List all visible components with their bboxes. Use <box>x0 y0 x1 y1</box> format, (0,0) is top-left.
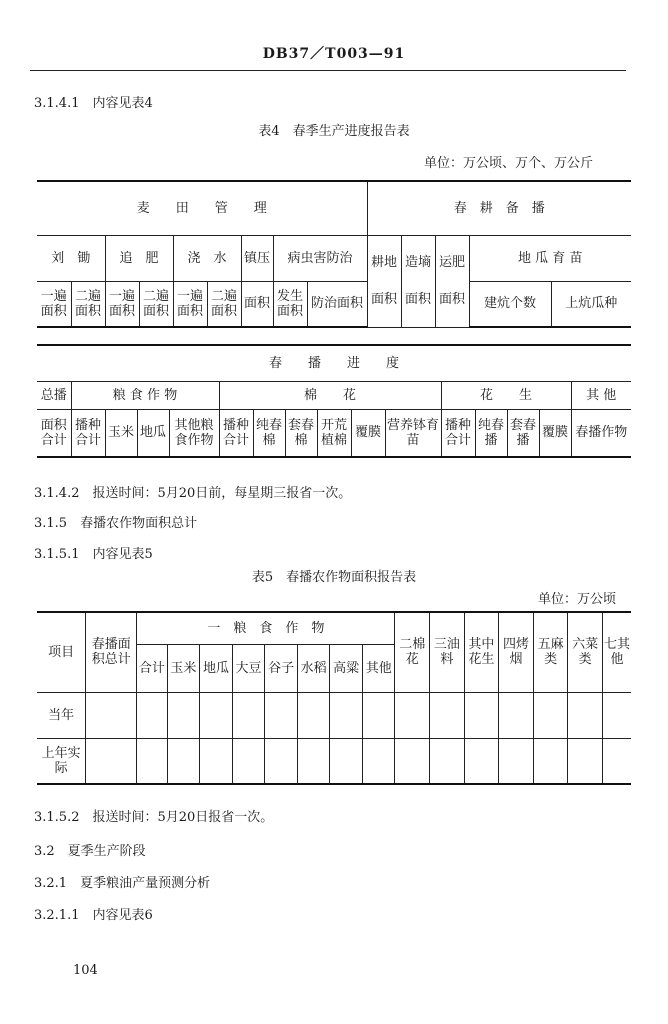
t5-grain-4: 谷子 <box>265 644 298 692</box>
t5-grain-0: 合计 <box>137 644 168 692</box>
t5-col-other-0: 二棉花 <box>395 612 430 692</box>
t5-col-xiangmu: 项目 <box>37 612 86 692</box>
p2-leaf-14: 覆膜 <box>539 409 571 457</box>
leaf-13: 上炕瓜种 <box>551 281 631 327</box>
col-mianhua: 棉 花 <box>219 381 441 409</box>
page-number: 104 <box>73 963 98 978</box>
p2-leaf-3: 地瓜 <box>137 409 169 457</box>
section-3-1-5: 3.1.5 春播农作物面积总计 <box>34 516 198 531</box>
col-zhuifei: 追 肥 <box>105 235 173 281</box>
table4-part1 <box>37 180 631 328</box>
leaf-3: 二遍面积 <box>139 281 173 327</box>
col-bingchong: 病虫害防治 <box>273 235 367 281</box>
p2-leaf-13: 套春播 <box>507 409 539 457</box>
gengdi-label: 耕地 <box>370 255 397 270</box>
table4-unit: 单位：万公顷、万个、万公斤 <box>424 156 594 171</box>
t5-col-other-1: 三油料 <box>430 612 465 692</box>
col-jiaoshui: 浇 水 <box>173 235 241 281</box>
t5-row-0: 当年 <box>37 692 86 738</box>
leaf-6: 面积 <box>241 281 273 327</box>
section-3-2: 3.2 夏季生产阶段 <box>34 844 146 859</box>
leaf-4: 一遍面积 <box>173 281 207 327</box>
p2-leaf-0: 面积合计 <box>37 409 71 457</box>
section-3-1-4-1: 3.1.4.1 内容见表4 <box>34 96 153 111</box>
t5-grain-5: 水稻 <box>297 644 330 692</box>
p2-leaf-9: 覆膜 <box>351 409 385 457</box>
table4-caption: 表4 春季生产进度报告表 <box>258 124 410 139</box>
group-spring-sowing: 春 播 进 度 <box>37 345 631 381</box>
t5-col-other-4: 五麻类 <box>533 612 568 692</box>
col-yunfei <box>435 235 469 327</box>
col-digua-yumiao: 地 瓜 育 苗 <box>469 235 631 281</box>
p2-leaf-6: 纯春棉 <box>253 409 285 457</box>
leaf-8: 防治面积 <box>307 281 367 327</box>
p2-leaf-12: 纯春播 <box>475 409 507 457</box>
header-rule <box>30 70 626 71</box>
table4-part2 <box>37 344 631 458</box>
leaf-12: 建炕个数 <box>469 281 551 327</box>
leaf-5: 二遍面积 <box>207 281 241 327</box>
p2-leaf-15: 春播作物 <box>571 409 631 457</box>
leaf-7: 发生面积 <box>273 281 307 327</box>
group-spring-prep: 春 耕 备 播 <box>367 181 631 235</box>
col-gengdi <box>367 235 401 327</box>
section-3-1-5-2: 3.1.5.2 报送时间：5月20日报省一次。 <box>34 810 274 825</box>
page-header: DB37／T003—91 <box>262 46 406 62</box>
gengdi-leaf: 面积 <box>370 292 397 307</box>
p2-leaf-1: 播种合计 <box>71 409 105 457</box>
p2-leaf-4: 其他粮食作物 <box>169 409 219 457</box>
col-qita: 其 他 <box>571 381 631 409</box>
t5-grain-6: 高粱 <box>330 644 363 692</box>
leaf-2: 一遍面积 <box>105 281 139 327</box>
p2-leaf-7: 套春棉 <box>285 409 317 457</box>
section-3-1-5-1: 3.1.5.1 内容见表5 <box>34 547 153 562</box>
zaoshang-leaf: 面积 <box>404 292 431 307</box>
t5-row-1: 上年实际 <box>37 738 86 784</box>
yunfei-leaf: 面积 <box>438 292 465 307</box>
col-liuchu: 刘 锄 <box>37 235 105 281</box>
col-huasheng: 花 生 <box>441 381 571 409</box>
table5-unit: 单位：万公顷 <box>538 592 617 607</box>
group-wheat-field: 麦 田 管 理 <box>37 181 367 235</box>
col-zongbo: 总播 <box>37 381 71 409</box>
table5 <box>37 611 631 785</box>
p2-leaf-10: 营养钵育苗 <box>385 409 441 457</box>
p2-leaf-2: 玉米 <box>105 409 137 457</box>
section-3-2-1-1: 3.2.1.1 内容见表6 <box>34 908 153 923</box>
t5-col-other-2: 其中花生 <box>464 612 499 692</box>
section-3-2-1: 3.2.1 夏季粮油产量预测分析 <box>34 876 211 891</box>
table5-caption: 表5 春播农作物面积报告表 <box>251 570 417 585</box>
leaf-1: 二遍面积 <box>71 281 105 327</box>
t5-grain-2: 地瓜 <box>200 644 233 692</box>
table-row <box>37 692 631 738</box>
zaoshang-label: 造墒 <box>404 255 431 270</box>
t5-grain-3: 大豆 <box>232 644 265 692</box>
t5-col-other-6: 七其他 <box>602 612 631 692</box>
t5-col-other-5: 六菜类 <box>568 612 603 692</box>
t5-col-liangshi: 一 粮 食 作 物 <box>137 612 395 644</box>
t5-grain-7: 其他 <box>362 644 395 692</box>
p2-leaf-11: 播种合计 <box>441 409 475 457</box>
yunfei-label: 运肥 <box>438 255 465 270</box>
p2-leaf-5: 播种合计 <box>219 409 253 457</box>
t5-col-other-3: 四烤烟 <box>499 612 534 692</box>
t5-col-chunbo: 春播面积总计 <box>86 612 137 692</box>
section-3-1-4-2: 3.1.4.2 报送时间：5月20日前，每星期三报省一次。 <box>34 486 352 501</box>
p2-leaf-8: 开荒植棉 <box>317 409 351 457</box>
col-liangshi: 粮 食 作 物 <box>71 381 219 409</box>
table-row <box>37 738 631 784</box>
t5-grain-1: 玉米 <box>167 644 200 692</box>
leaf-0: 一遍面积 <box>37 281 71 327</box>
col-zaoshang <box>401 235 435 327</box>
col-zhenya: 镇压 <box>241 235 273 281</box>
